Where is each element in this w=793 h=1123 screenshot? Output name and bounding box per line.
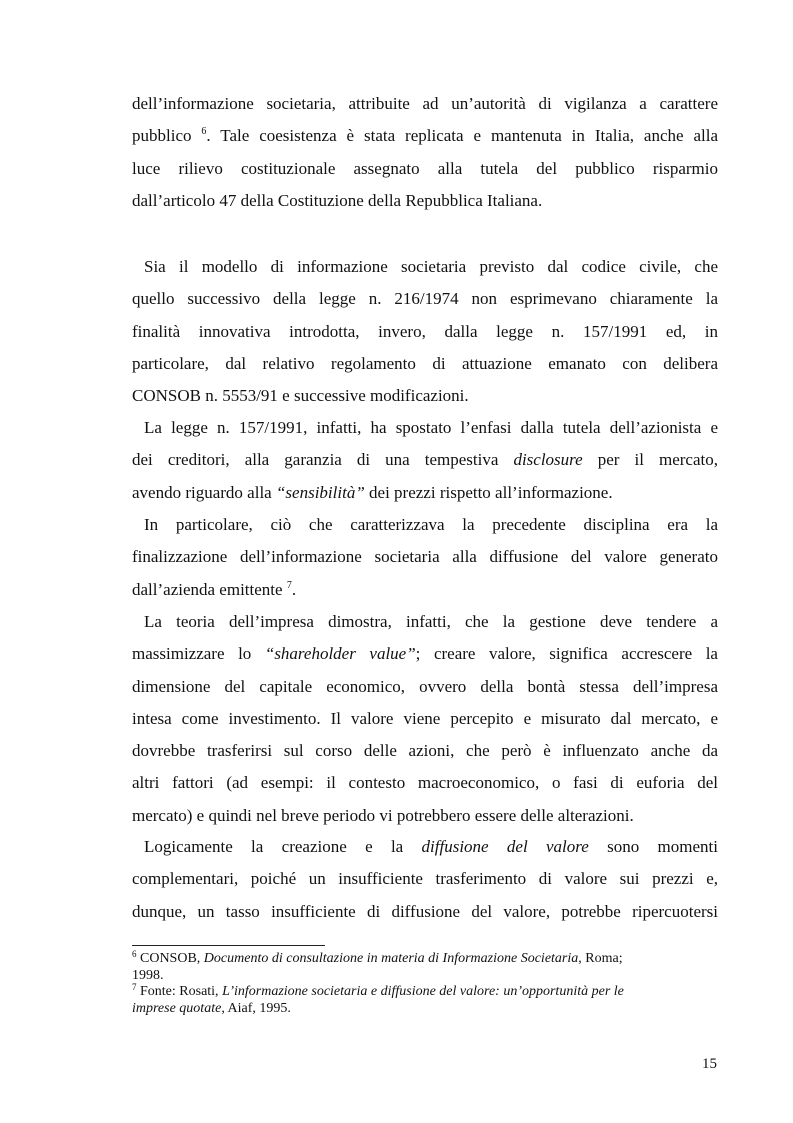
footnote-text: , Roma;	[578, 951, 623, 966]
paragraph-2	[132, 251, 718, 412]
line	[132, 896, 718, 928]
footnote-title: imprese quotate	[132, 1000, 222, 1016]
paragraph-3	[132, 412, 718, 509]
text-run: .	[291, 579, 297, 599]
line	[132, 348, 718, 380]
text-run: CONSOB n. 5553/91 e successive modificazioni.	[132, 386, 469, 406]
text-run: Logicamente la creazione e la	[144, 837, 422, 856]
text-run: dei creditori, alla garanzia di una tempestiva	[132, 450, 514, 470]
text-run: pubblico	[132, 126, 202, 146]
line	[132, 444, 718, 476]
footnote-title: , Documento di consultazione in materia di Informazione Societaria	[196, 951, 579, 966]
paragraph-5	[132, 606, 718, 832]
footnote-number: 7	[132, 982, 137, 992]
text-run: . Tale coesistenza è stata replicata e mantenuta in Italia, anche alla	[206, 126, 718, 146]
line	[132, 509, 718, 541]
line	[132, 863, 718, 895]
line	[132, 185, 718, 217]
line	[132, 120, 718, 152]
text-run: finalità innovativa introdotta, invero, dalla legge n. 157/1991 ed, in	[132, 321, 718, 341]
paragraph-1	[132, 88, 718, 217]
footnote-ref-6[interactable]: 6	[201, 126, 207, 138]
footnote-text: 1998.	[132, 967, 164, 983]
text-run: particolare, dal relativo regolamento di attuazione emanato con delibera	[132, 353, 718, 373]
italic-term: “sensibilità”	[275, 482, 365, 502]
footnote-text: CONSOB	[136, 951, 197, 966]
paragraph-4	[132, 509, 718, 606]
text-run: sono momenti	[588, 837, 718, 856]
line	[132, 671, 718, 703]
line	[132, 251, 718, 283]
page-number: 15	[702, 1056, 717, 1072]
text-run: mercato) e quindi nel breve periodo vi potrebbero essere delle alterazioni.	[132, 805, 634, 825]
text-run: ; creare valore, significa accrescere la	[415, 644, 718, 664]
text-run: Sia il modello di informazione societaria previsto dal codice civile, che	[144, 257, 718, 276]
line	[132, 316, 718, 348]
text-run: La teoria dell’impresa dimostra, infatti, che la gestione deve tendere a	[144, 612, 718, 631]
line	[132, 88, 718, 120]
text-run: luce rilievo costituzionale assegnato alla tutela del pubblico risparmio	[132, 158, 718, 178]
text-run: dunque, un tasso insufficiente di diffusione del valore, potrebbe ripercuotersi	[132, 901, 718, 921]
text-run: In particolare, ciò che caratterizzava la precedente disciplina era la	[144, 515, 718, 534]
footnotes	[132, 951, 718, 1017]
footnote-7	[132, 984, 718, 1017]
line	[132, 574, 718, 606]
text-run: dovrebbe trasferirsi sul corso delle azioni, che però è influenzato anche da	[132, 741, 718, 761]
line	[132, 831, 718, 863]
text-run: La legge n. 157/1991, infatti, ha spostato l’enfasi dalla tutela dell’azionista e	[144, 418, 718, 437]
footnote-title: L’informazione societaria e diffusione del valore: un’opportunità per le	[222, 984, 624, 999]
text-run: complementari, poiché un insufficiente trasferimento di valore sui prezzi e,	[132, 869, 718, 889]
text-run: altri fattori (ad esempi: il contesto macroeconomico, o fasi di euforia del	[132, 773, 718, 793]
line	[132, 638, 718, 670]
line	[132, 153, 718, 185]
footnote-ref-7[interactable]: 7	[286, 579, 292, 591]
italic-term: diffusione del valore	[421, 837, 589, 856]
text-run: avendo riguardo alla	[132, 482, 276, 502]
text-run: per il mercato,	[582, 450, 718, 470]
text-run: quello successivo della legge n. 216/1974 non esprimevano chiaramente la	[132, 289, 718, 309]
line	[132, 283, 718, 315]
paragraph-6	[132, 831, 718, 928]
line	[132, 380, 718, 412]
text-run: dell’informazione societaria, attribuite ad un’autorità di vigilanza a carattere	[132, 94, 718, 113]
text-run: intesa come investimento. Il valore viene percepito e misurato dal mercato, e	[132, 708, 718, 728]
footnote-text: , Aiaf, 1995.	[221, 1000, 291, 1016]
line	[132, 767, 718, 799]
line	[132, 606, 718, 638]
text-run: massimizzare lo	[132, 644, 265, 664]
footnote-text: Fonte: Rosati,	[136, 984, 223, 999]
line	[132, 735, 718, 767]
line	[132, 477, 718, 509]
line	[132, 541, 718, 573]
footnote-number: 6	[132, 949, 137, 959]
line	[132, 412, 718, 444]
line	[132, 703, 718, 735]
line	[132, 800, 718, 832]
footnote-6	[132, 951, 718, 984]
italic-term: “shareholder value”	[264, 644, 416, 664]
text-run: dall’articolo 47 della Costituzione della Repubblica Italiana.	[132, 190, 543, 210]
text-run: dall’azienda emittente	[132, 579, 287, 599]
footnote-separator	[132, 945, 325, 946]
text-run: dei prezzi rispetto all’informazione.	[364, 482, 613, 502]
italic-term: disclosure	[513, 450, 583, 470]
text-run: finalizzazione dell’informazione societaria alla diffusione del valore generato	[132, 547, 718, 567]
text-run: dimensione del capitale economico, ovvero della bontà stessa dell’impresa	[132, 676, 718, 696]
